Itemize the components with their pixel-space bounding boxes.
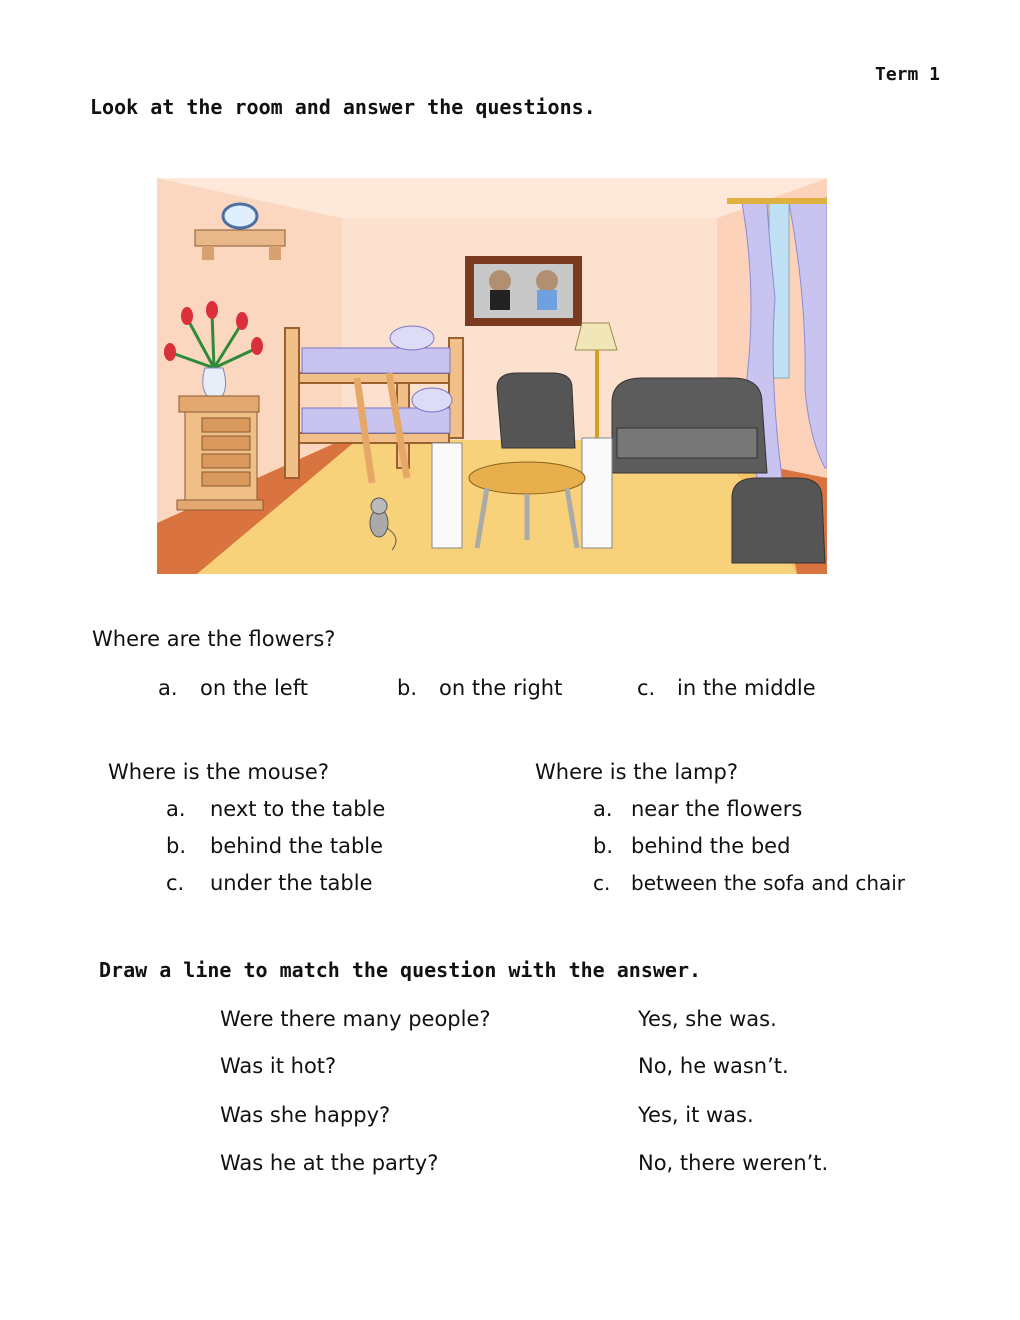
option-text: on the left	[200, 676, 308, 700]
q3-question: Where is the lamp?	[535, 760, 738, 784]
match-answer-1[interactable]: Yes, she was.	[638, 1007, 777, 1031]
option-text: behind the bed	[631, 834, 791, 858]
q1-option-c[interactable]	[637, 676, 816, 700]
q1-question: Where are the flowers?	[92, 627, 336, 651]
q3-option-a[interactable]	[593, 797, 802, 821]
option-letter: c.	[166, 871, 185, 895]
option-text: next to the table	[210, 797, 386, 821]
q2-option-b[interactable]	[166, 834, 383, 858]
match-answer-4[interactable]: No, there weren’t.	[638, 1151, 829, 1175]
option-letter: b.	[593, 834, 614, 858]
q1-option-a[interactable]	[158, 676, 308, 700]
match-question-2[interactable]: Was it hot?	[220, 1054, 337, 1078]
option-letter: a.	[158, 676, 178, 700]
match-answer-2[interactable]: No, he wasn’t.	[638, 1054, 789, 1078]
match-question-4[interactable]: Was he at the party?	[220, 1151, 439, 1175]
q2-question: Where is the mouse?	[108, 760, 329, 784]
option-letter: c.	[593, 871, 611, 895]
option-text: on the right	[439, 676, 563, 700]
term-label: Term 1	[875, 64, 941, 85]
instruction-match: Draw a line to match the question with the answer.	[99, 958, 702, 982]
q2-option-a[interactable]	[166, 797, 385, 821]
option-letter: b.	[397, 676, 418, 700]
option-text: under the table	[210, 871, 373, 895]
option-letter: a.	[166, 797, 186, 821]
option-text: near the flowers	[631, 797, 803, 821]
q1-option-b[interactable]	[397, 676, 562, 700]
q2-option-c[interactable]	[166, 871, 373, 895]
q3-option-b[interactable]	[593, 834, 790, 858]
match-question-3[interactable]: Was she happy?	[220, 1103, 391, 1127]
bedroom-illustration-icon	[157, 178, 827, 574]
match-answer-3[interactable]: Yes, it was.	[638, 1103, 754, 1127]
option-letter: a.	[593, 797, 613, 821]
match-question-1[interactable]: Were there many people?	[220, 1007, 491, 1031]
option-text: between the sofa and chair	[631, 871, 906, 895]
instruction-look: Look at the room and answer the questions.	[90, 95, 596, 119]
option-text: behind the table	[210, 834, 384, 858]
option-text: in the middle	[677, 676, 816, 700]
option-letter: c.	[637, 676, 656, 700]
option-letter: b.	[166, 834, 187, 858]
q3-option-c[interactable]	[593, 871, 905, 895]
